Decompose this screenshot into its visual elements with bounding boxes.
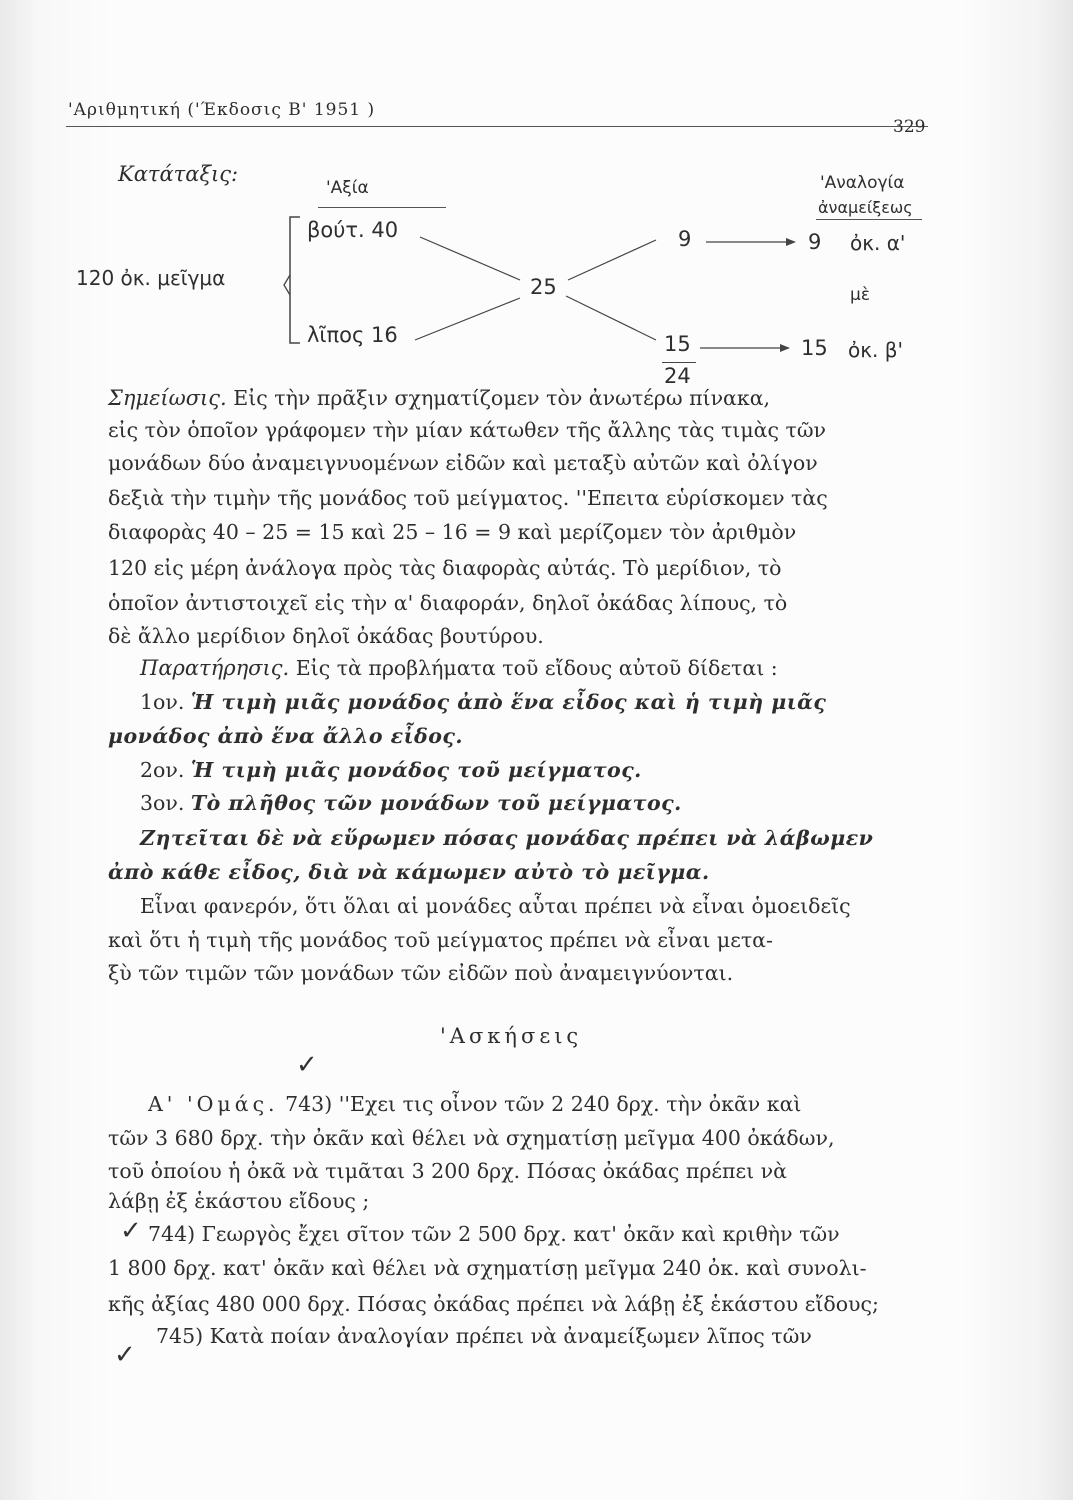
cross-line-4	[566, 296, 656, 340]
exercise-745-line-1: 745) Κατὰ ποίαν ἀναλογίαν πρέπει νὰ ἀναμείξωμεν λῖπος τῶν	[156, 1324, 812, 1348]
exercise-744-line-3: κῆς ἀξίας 480 000 δρχ. Πόσας ὀκάδας πρέπει νὰ λάβῃ ἐξ ἑκάστου εἴδους;	[108, 1292, 879, 1316]
ratio-with-word: μὲ	[850, 285, 871, 305]
exercises-heading: 'Ασκήσεις	[440, 1024, 583, 1048]
mixture-value: 25	[530, 275, 557, 299]
cross-line-2	[415, 298, 520, 340]
curly-brace	[290, 217, 300, 343]
value-column-header: 'Αξία	[326, 178, 369, 198]
ratio-2-unit: ὀκ. β'	[848, 338, 903, 362]
diagram-heading: Κατάταξις:	[118, 162, 239, 186]
note-label: Σημείωσις.	[108, 386, 227, 410]
observation-line: Παρατήρησις. Εἰς τὰ προβλήματα τοῦ εἴδους αὐτοῦ δίδεται :	[140, 656, 778, 680]
note-line-6: 120 εἰς μέρη ἀνάλογα πρὸς τὰς διαφορὰς αὐτάς. Τὸ μερίδιον, τὸ	[108, 556, 782, 580]
exercise-743-line-4: λάβῃ ἐξ ἑκάστου εἴδους ;	[108, 1189, 370, 1213]
ratio-1-unit: ὀκ. α'	[850, 231, 906, 255]
note-line-5: διαφορὰς 40 – 25 = 15 καὶ 25 – 16 = 9 καὶ μερίζομεν τὸν ἀριθμὸν	[108, 520, 797, 544]
page-number: 329	[893, 117, 926, 137]
brace-tip	[284, 275, 290, 295]
list-item-1-cont: μονάδος ἀπὸ ἕνα ἄλλο εἶδος.	[108, 724, 464, 748]
ratio-1-value: 9	[808, 230, 822, 254]
note-line-8: δὲ ἄλλο μερίδιον δηλοῖ ὀκάδας βουτύρου.	[108, 624, 544, 648]
diagram-lines	[0, 0, 1073, 400]
arrowhead-2	[780, 344, 790, 352]
check-mark-icon: ✓	[114, 1340, 136, 1370]
exercise-743-line-2: τῶν 3 680 δρχ. τὴν ὀκᾶν καὶ θέλει νὰ σχηματίσῃ μεῖγμα 400 ὀκάδων,	[108, 1126, 835, 1150]
item-butter-value: βούτ. 40	[307, 218, 399, 242]
exercise-744-line-1: 744) Γεωργὸς ἔχει σῖτον τῶν 2 500 δρχ. κατ' ὀκᾶν καὶ κριθὴν τῶν	[148, 1222, 840, 1246]
conclusion-line-1: Εἶναι φανερόν, ὅτι ὅλαι αἱ μονάδες αὗται πρέπει νὰ εἶναι ὁμοειδεῖς	[140, 894, 851, 918]
item-fat-value: λῖπος 16	[307, 323, 398, 347]
conclusion-line-2: καὶ ὅτι ἡ τιμὴ τῆς μονάδος τοῦ μείγματος πρέπει νὰ εἶναι μετα-	[108, 928, 773, 952]
requirement-line-1: Ζητεῖται δὲ νὰ εὕρωμεν πόσας μονάδας πρέπει νὰ λάβωμεν	[140, 826, 874, 850]
list-item-2: 2ον. Ἡ τιμὴ μιᾶς μονάδος τοῦ μείγματος.	[140, 758, 642, 782]
cross-line-1	[420, 237, 520, 280]
ratio-column-header: 'Αναλογία	[820, 173, 905, 193]
exercise-743-line-1: Α' 'Ομάς. 743) ''Εχει τις οἶνον τῶν 2 240 δρχ. τὴν ὀκᾶν καὶ	[148, 1092, 802, 1116]
difference-1: 9	[678, 227, 692, 251]
check-mark-icon: ✓	[120, 1216, 142, 1246]
note-line-2: εἰς τὸν ὁποῖον γράφομεν τὴν μίαν κάτωθεν τῆς ἄλλης τὰς τιμὰς τῶν	[108, 418, 827, 442]
check-mark-icon: ✓	[296, 1050, 318, 1080]
note-line-3: μονάδων δύο ἀναμειγνυομένων εἰδῶν καὶ μεταξὺ αὐτῶν καὶ ὀλίγον	[108, 451, 818, 475]
requirement-line-2: ἀπὸ κάθε εἶδος, διὰ νὰ κάμωμεν αὐτὸ τὸ μεῖγμα.	[108, 860, 710, 884]
cross-line-3	[568, 240, 656, 280]
conclusion-line-3: ξὺ τῶν τιμῶν τῶν μονάδων τῶν εἰδῶν ποὺ ἀναμειγνύονται.	[108, 961, 734, 985]
note-line-4: δεξιὰ τὴν τιμὴν τῆς μονάδος τοῦ μείγματος. ''Επειτα εὑρίσκομεν τὰς	[108, 486, 828, 510]
ratio-column-subheader: ἀναμείξεως	[818, 198, 913, 217]
observation-label: Παρατήρησις.	[140, 656, 290, 680]
list-item-1: 1ον. Ἡ τιμὴ μιᾶς μονάδος ἀπὸ ἕνα εἶδος καὶ ἡ τιμὴ μιᾶς	[140, 690, 827, 714]
arrowhead-1	[786, 238, 796, 246]
difference-2: 15	[664, 332, 691, 356]
mixture-label: 120 ὀκ. μεῖγμα	[76, 266, 226, 290]
note-line-1: Σημείωσις. Εἰς τὴν πρᾶξιν σχηματίζομεν τὸν ἀνωτέρω πίνακα,	[108, 386, 771, 410]
list-item-3: 3ον. Τὸ πλῆθος τῶν μονάδων τοῦ μείγματος.	[140, 791, 682, 815]
exercise-744-line-2: 1 800 δρχ. κατ' ὀκᾶν καὶ θέλει νὰ σχηματίσῃ μεῖγμα 240 ὀκ. καὶ συνολι-	[108, 1256, 867, 1280]
running-header: 'Αριθμητική ('Έκδοσις Β' 1951 )	[68, 100, 376, 120]
group-label: Α' 'Ομάς.	[148, 1092, 279, 1116]
exercise-743-line-3: τοῦ ὁποίου ἡ ὀκᾶ νὰ τιμᾶται 3 200 δρχ. Πόσας ὀκάδας πρέπει νὰ	[108, 1159, 787, 1183]
difference-sum: 24	[664, 364, 691, 388]
ratio-2-value: 15	[801, 336, 828, 360]
note-line-7: ὁποῖον ἀντιστοιχεῖ εἰς τὴν α' διαφοράν, δηλοῖ ὀκάδας λίπους, τὸ	[108, 591, 788, 615]
